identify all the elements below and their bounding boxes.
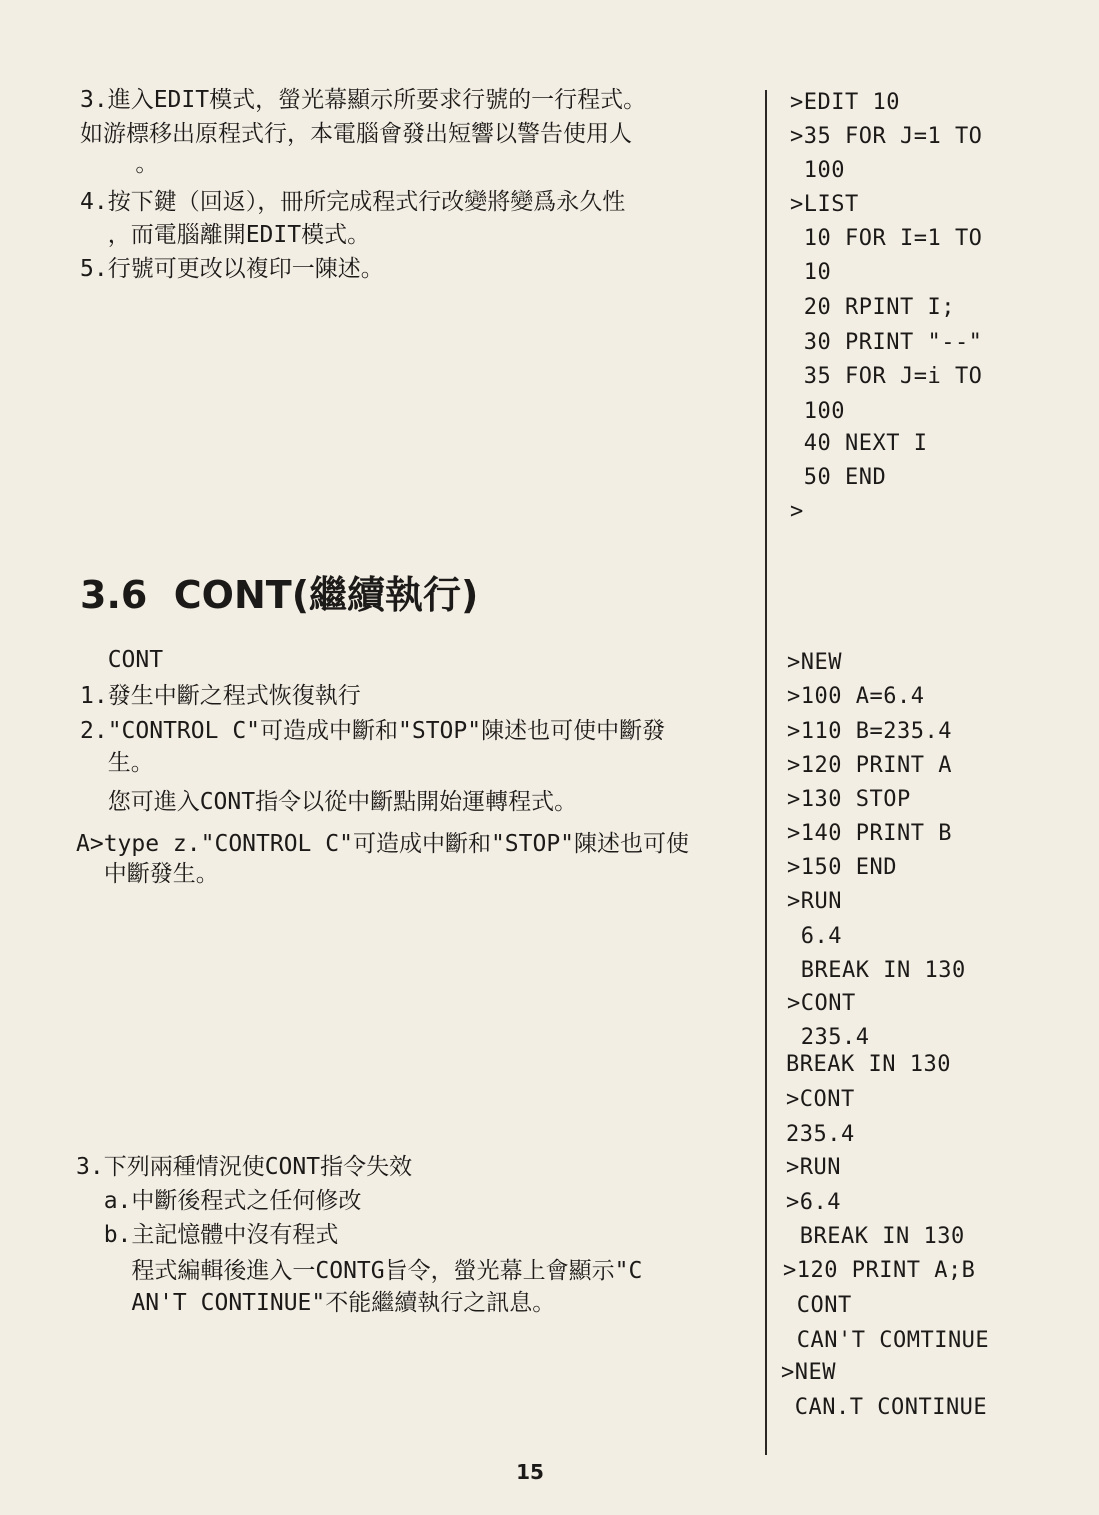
code-line: 235.4 <box>787 1025 870 1050</box>
code-line: >35 FOR J=1 TO <box>790 124 983 149</box>
code-line: >NEW <box>787 650 842 675</box>
code-line: 40 NEXT I <box>790 431 928 456</box>
code-line: >RUN <box>787 889 842 914</box>
text-line: ，而電腦離開EDIT模式。 <box>80 222 371 248</box>
text-line: a.中斷後程式之任何修改 <box>76 1188 362 1214</box>
code-line: 20 RPINT I; <box>790 295 955 320</box>
code-line: 100 <box>790 158 845 183</box>
text-line: 5.行號可更改以複印一陳述。 <box>80 256 384 282</box>
code-line: >EDIT 10 <box>790 90 900 115</box>
code-line: >6.4 <box>786 1190 841 1215</box>
code-line: >130 STOP <box>787 787 911 812</box>
code-line: 50 END <box>790 465 887 490</box>
section-heading: 3.6 CONT(繼續執行) <box>80 573 479 617</box>
code-line: 235.4 <box>786 1122 855 1147</box>
text-line: A>type z."CONTROL C"可造成中斷和"STOP"陳述也可使 <box>76 831 690 857</box>
code-line: >140 PRINT B <box>787 821 952 846</box>
code-line: >100 A=6.4 <box>787 684 925 709</box>
code-line: 10 <box>790 260 832 285</box>
text-line: 3.進入EDIT模式，螢光幕顯示所要求行號的一行程式。 <box>80 87 647 113</box>
code-line: BREAK IN 130 <box>787 958 966 983</box>
text-line: 4.按下鍵（回返），冊所完成程式行改變將變爲永久性 <box>80 189 626 215</box>
text-line: b.主記憶體中沒有程式 <box>76 1222 339 1248</box>
code-line: >150 END <box>787 855 897 880</box>
code-line: 100 <box>790 399 845 424</box>
code-line: >120 PRINT A;B <box>783 1258 976 1283</box>
code-line: >NEW <box>781 1360 836 1385</box>
text-line: 2."CONTROL C"可造成中斷和"STOP"陳述也可使中斷發 <box>80 718 666 744</box>
code-line: BREAK IN 130 <box>786 1052 951 1077</box>
text-line: 生。 <box>80 750 154 776</box>
code-line: 30 PRINT "--" <box>790 330 983 355</box>
code-line: CAN.T CONTINUE <box>781 1395 988 1420</box>
code-line: > <box>790 499 804 524</box>
text-line: 程式編輯後進入一CONTG旨令，螢光幕上會顯示"C <box>76 1258 643 1284</box>
code-line: >LIST <box>790 192 859 217</box>
code-line: BREAK IN 130 <box>786 1224 965 1249</box>
page-number: 15 <box>516 1460 544 1484</box>
text-line: 您可進入CONT指令以從中斷點開始運轉程式。 <box>80 789 578 815</box>
code-line: 6.4 <box>787 924 842 949</box>
text-line: 1.發生中斷之程式恢復執行 <box>80 683 361 709</box>
text-line: 如游標移出原程式行，本電腦會發出短響以警告使用人 <box>80 121 632 147</box>
text-line: 。 <box>80 151 159 177</box>
code-line: >RUN <box>786 1155 841 1180</box>
text-line: 3.下列兩種情況使CONT指令失效 <box>76 1154 413 1180</box>
code-line: 10 FOR I=1 TO <box>790 226 983 251</box>
code-line: >120 PRINT A <box>787 753 952 778</box>
code-line: >CONT <box>786 1087 855 1112</box>
text-line: AN'T CONTINUE"不能繼續執行之訊息。 <box>76 1290 556 1316</box>
text-line: CONT <box>80 647 164 673</box>
code-line: >110 B=235.4 <box>787 719 952 744</box>
code-line: CAN'T COMTINUE <box>783 1328 990 1353</box>
column-divider <box>765 90 767 1455</box>
text-line: 中斷發生。 <box>76 861 219 887</box>
code-line: 35 FOR J=i TO <box>790 364 983 389</box>
code-line: CONT <box>783 1293 852 1318</box>
code-line: >CONT <box>787 991 856 1016</box>
